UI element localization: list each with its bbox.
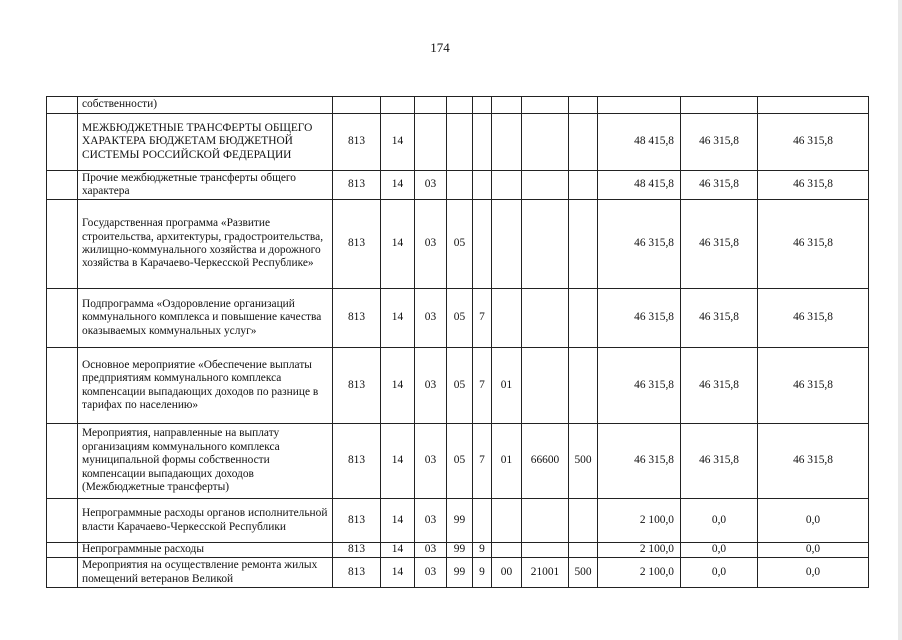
table-row: Основное мероприятие «Обеспечение выплаты предприятиям коммунального комплекса компенсации выпадающих доходов по разнице в тарифах по населению» 813 14 03 05 7 01 46 315,8 46 315,8 46 315,8 [47, 348, 869, 424]
table-row: Мероприятия на осуществление ремонта жилых помещений ветеранов Великой 813 14 03 99 9 00 21001 500 2 100,0 0,0 0,0 [47, 558, 869, 588]
page-number: 174 [430, 40, 450, 55]
row-name: Государственная программа «Развитие строительства, архитектуры, градостроительства, жилищно-коммунального хозяйства и дорожного хозяйства в Карачаево-Черкесской Республике» [78, 200, 333, 289]
table-row [47, 97, 869, 114]
row-name: Мероприятия, направленные на выплату организациям коммунального комплекса муниципальной формы собственности компенсации выпадающих доходов (Межбюджетные трансферты) [78, 424, 333, 499]
row-name: собственности) [78, 97, 333, 114]
table-row: Непрограммные расходы органов исполнительной власти Карачаево-Черкесской Республики 813 14 03 99 2 100,0 0,0 0,0 [47, 499, 869, 543]
table-row: Государственная программа «Развитие строительства, архитектуры, градостроительства, жилищно-коммунального хозяйства и дорожного хозяйства в Карачаево-Черкесской Республике» 813 14 03 05 46 315,8 46 315,8 46 315,8 [47, 200, 869, 289]
budget-table [46, 96, 869, 588]
table-row: Мероприятия, направленные на выплату организациям коммунального комплекса муниципальной формы собственности компенсации выпадающих доходов (Межбюджетные трансферты) 813 14 03 05 7 01 66600 500 46 315,8 46 315,8 46 315,8 [47, 424, 869, 499]
row-name: Основное мероприятие «Обеспечение выплаты предприятиям коммунального комплекса компенсации выпадающих доходов по разнице в тарифах по населению» [78, 348, 333, 424]
row-name: Мероприятия на осуществление ремонта жилых помещений ветеранов Великой [78, 558, 333, 588]
row-name: Подпрограмма «Оздоровление организаций коммунального комплекса и повышение качества оказываемых коммунальных услуг» [78, 289, 333, 348]
scan-edge [898, 0, 902, 640]
table-row: Подпрограмма «Оздоровление организаций коммунального комплекса и повышение качества оказываемых коммунальных услуг» 813 14 03 05 7 46 315,8 46 315,8 46 315,8 [47, 289, 869, 348]
table-row: Непрограммные расходы 813 14 03 99 9 2 100,0 0,0 0,0 [47, 543, 869, 558]
table-row: МЕЖБЮДЖЕТНЫЕ ТРАНСФЕРТЫ ОБЩЕГО ХАРАКТЕРА БЮДЖЕТАМ БЮДЖЕТНОЙ СИСТЕМЫ РОССИЙСКОЙ ФЕДЕРАЦИИ 813 14 48 415,8 46 315,8 46 315,8 [47, 114, 869, 171]
row-name: Прочие межбюджетные трансферты общего характера [78, 171, 333, 200]
table-row: Прочие межбюджетные трансферты общего характера 813 14 03 48 415,8 46 315,8 46 315,8 [47, 171, 869, 200]
row-name: Непрограммные расходы [78, 543, 333, 558]
row-name: МЕЖБЮДЖЕТНЫЕ ТРАНСФЕРТЫ ОБЩЕГО ХАРАКТЕРА БЮДЖЕТАМ БЮДЖЕТНОЙ СИСТЕМЫ РОССИЙСКОЙ ФЕДЕРАЦИИ [78, 114, 333, 171]
row-name: Непрограммные расходы органов исполнительной власти Карачаево-Черкесской Республики [78, 499, 333, 543]
